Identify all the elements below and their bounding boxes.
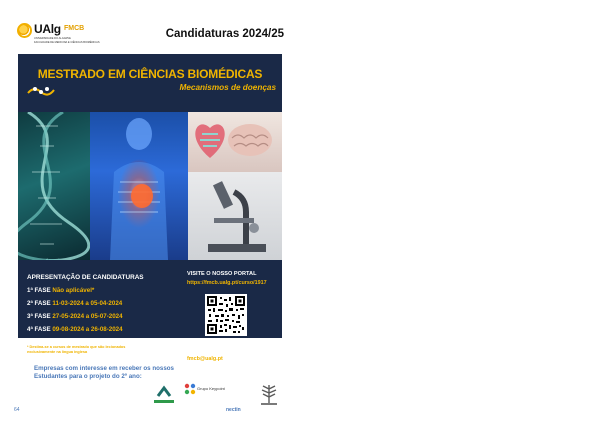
phase-label: 2ª FASE bbox=[27, 300, 51, 307]
flyer-page bbox=[12, 12, 288, 412]
program-title: MESTRADO EM CIÊNCIAS BIOMÉDICAS bbox=[37, 67, 263, 81]
keypoint-name: Grupo Keypoint bbox=[197, 386, 225, 391]
phase-label: 3ª FASE bbox=[27, 313, 51, 320]
phase-dates: 11-03-2024 a 05-04-2024 bbox=[52, 300, 123, 307]
logo-main-text: UAlg bbox=[34, 22, 61, 36]
program-subtitle: Mecanismos de doenças bbox=[179, 83, 276, 92]
applications-heading: APRESENTAÇÃO DE CANDIDATURAS bbox=[27, 274, 144, 281]
candidaturas-title: Candidaturas 2024/25 bbox=[165, 28, 284, 40]
heart-brain-image bbox=[188, 112, 282, 172]
sun-icon bbox=[17, 23, 32, 38]
ribbon-logo-icon bbox=[27, 84, 55, 98]
dna-image bbox=[18, 112, 90, 260]
phase-label: 4ª FASE bbox=[27, 326, 51, 333]
phase-dates: Não aplicável* bbox=[52, 287, 95, 294]
page-number: 64 bbox=[14, 407, 20, 413]
companies-text-line-2: Estudantes para o projeto do 2º ano: bbox=[34, 373, 142, 380]
sponsor-logo-1 bbox=[150, 382, 178, 406]
image-collage bbox=[18, 112, 282, 260]
sponsor-logo-keypoint bbox=[184, 383, 234, 397]
phase-row bbox=[27, 287, 94, 294]
english-courses-note: * Destina-se a cursos de mestrado que são lecionados exclusivamente na língua inglesa bbox=[27, 345, 126, 355]
logo-subtitle-2: FACULDADE DE MEDICINA E CIÊNCIAS BIOMÉDICAS bbox=[34, 41, 100, 44]
phase-row bbox=[27, 313, 123, 320]
phase-label: 1ª FASE bbox=[27, 287, 51, 294]
logo-subtitle-1: UNIVERSIDADE DO ALGARVE bbox=[34, 37, 71, 40]
phase-row bbox=[27, 326, 123, 333]
companies-text-line-1: Empresas com interesse em receber os nossos bbox=[34, 365, 174, 372]
ualg-logo bbox=[17, 20, 107, 48]
contact-heading: CONTACTO bbox=[187, 347, 219, 353]
phase-dates: 09-08-2024 a 26-08-2024 bbox=[52, 326, 123, 333]
phase-row bbox=[27, 300, 122, 307]
portal-heading: VISITE O NOSSO PORTAL bbox=[187, 271, 257, 277]
qr-code-icon[interactable] bbox=[205, 294, 247, 336]
contact-email-link[interactable]: fmcb@ualg.pt bbox=[187, 356, 223, 362]
poster-panel bbox=[18, 54, 282, 362]
logo-fmcb-text: FMCB bbox=[64, 25, 85, 32]
microscope-image bbox=[188, 172, 282, 260]
sponsor-logo-4 bbox=[257, 383, 281, 407]
sponsor-logo-nectin bbox=[226, 398, 250, 413]
nectin-name: nectin bbox=[226, 407, 241, 413]
anatomy-image bbox=[90, 112, 188, 260]
header bbox=[12, 12, 288, 52]
phase-dates: 27-05-2024 a 05-07-2024 bbox=[52, 313, 123, 320]
portal-link[interactable]: https://fmcb.ualg.pt/curso/1917 bbox=[187, 280, 267, 286]
